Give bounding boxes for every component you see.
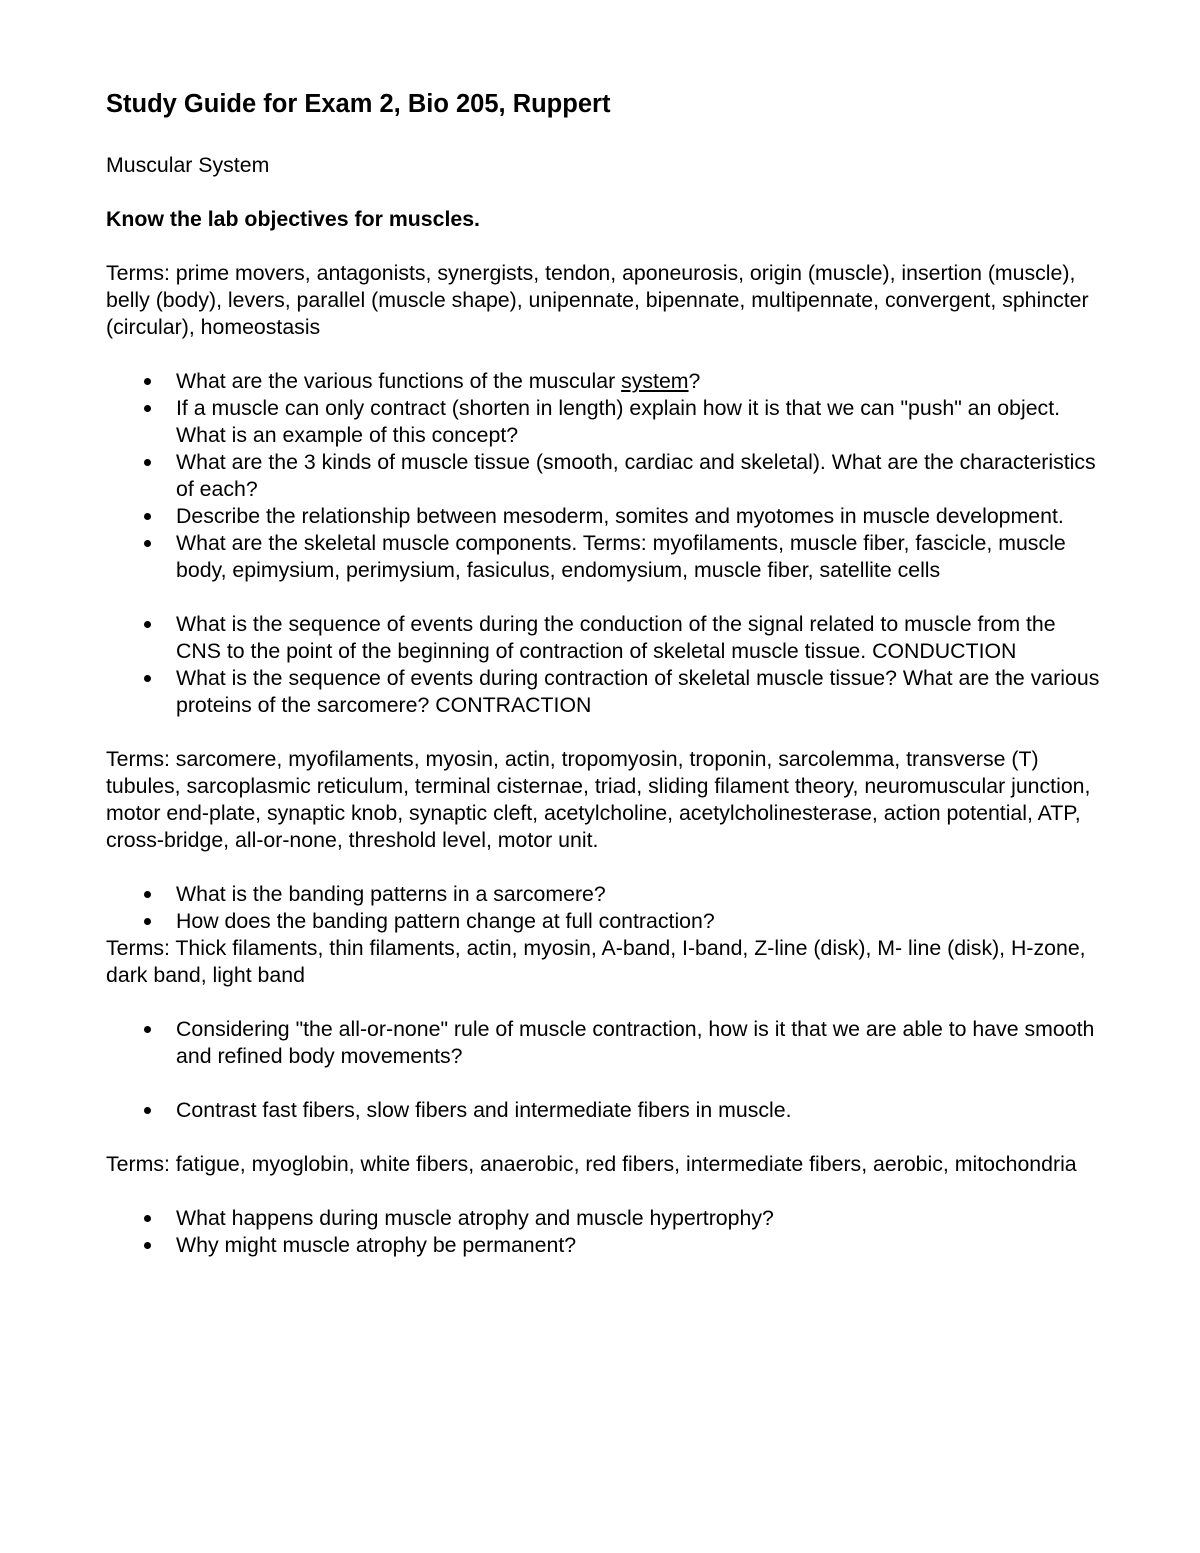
bullet-icon bbox=[144, 459, 151, 466]
list-item: What is the banding patterns in a sarcomere? bbox=[106, 881, 1106, 908]
list-item: What are the 3 kinds of muscle tissue (smooth, cardiac and skeletal). What are the characteristics of each? bbox=[106, 449, 1106, 503]
list-item: Contrast fast fibers, slow fibers and intermediate fibers in muscle. bbox=[106, 1097, 1106, 1124]
list-item: Considering "the all-or-none" rule of muscle contraction, how is it that we are able to have smooth and refined body movements? bbox=[106, 1016, 1106, 1070]
bullet-icon bbox=[144, 621, 151, 628]
bullet-icon bbox=[144, 891, 151, 898]
bullet-icon bbox=[144, 1215, 151, 1222]
list-item: How does the banding pattern change at full contraction? bbox=[106, 908, 1106, 935]
bullet-icon bbox=[144, 1107, 151, 1114]
list-item: Why might muscle atrophy be permanent? bbox=[106, 1232, 1106, 1259]
question-list-3 bbox=[106, 1016, 1106, 1124]
bullet-icon bbox=[144, 675, 151, 682]
list-item: Describe the relationship between mesoderm, somites and myotomes in muscle development. bbox=[106, 503, 1106, 530]
section-heading: Muscular System bbox=[106, 153, 270, 177]
bullet-icon bbox=[144, 540, 151, 547]
bullet-icon bbox=[144, 1026, 151, 1033]
bullet-icon bbox=[144, 405, 151, 412]
question-list-2 bbox=[106, 881, 1106, 935]
bullet-icon bbox=[144, 513, 151, 520]
underlined-word: system bbox=[621, 369, 689, 393]
terms-paragraph-1: Terms: prime movers, antagonists, synergists, tendon, aponeurosis, origin (muscle), insertion (muscle), belly (body), levers, parallel (muscle shape), unipennate, bipennate, multipennate, convergent, sphincter (circular), homeostasis bbox=[106, 261, 1089, 339]
terms-paragraph-2: Terms: sarcomere, myofilaments, myosin, actin, tropomyosin, troponin, sarcolemma, transverse (T) tubules, sarcoplasmic reticulum, terminal cisternae, triad, sliding filament theory, neuromuscular junction, motor end-plate, synaptic knob, synaptic cleft, acetylcholine, acetylcholinesterase, action potential, ATP, cross-bridge, all-or-none, threshold level, motor unit. bbox=[106, 747, 1091, 852]
list-item: What are the various functions of the muscular system? bbox=[106, 368, 1106, 395]
question-list-4 bbox=[106, 1205, 1106, 1259]
terms-paragraph-4: Terms: fatigue, myoglobin, white fibers, anaerobic, red fibers, intermediate fibers, aerobic, mitochondria bbox=[106, 1152, 1077, 1176]
bullet-icon bbox=[144, 378, 151, 385]
lab-objectives-note: Know the lab objectives for muscles. bbox=[106, 207, 480, 231]
terms-paragraph-3: Terms: Thick filaments, thin filaments, actin, myosin, A-band, I-band, Z-line (disk), M- line (disk), H-zone, dark band, light band bbox=[106, 936, 1086, 987]
document-title: Study Guide for Exam 2, Bio 205, Ruppert bbox=[106, 90, 611, 118]
list-item: What is the sequence of events during contraction of skeletal muscle tissue? What are the various proteins of the sarcomere? CONTRACTION bbox=[106, 665, 1106, 719]
list-item: If a muscle can only contract (shorten in length) explain how it is that we can "push" an object. What is an example of this concept? bbox=[106, 395, 1106, 449]
list-item: What happens during muscle atrophy and muscle hypertrophy? bbox=[106, 1205, 1106, 1232]
bullet-icon bbox=[144, 918, 151, 925]
document-page bbox=[106, 84, 1106, 1286]
list-item: What is the sequence of events during the conduction of the signal related to muscle from the CNS to the point of the beginning of contraction of skeletal muscle tissue. CONDUCTION bbox=[106, 611, 1106, 665]
bullet-icon bbox=[144, 1242, 151, 1249]
list-item: What are the skeletal muscle components. Terms: myofilaments, muscle fiber, fascicle, muscle body, epimysium, perimysium, fasiculus, endomysium, muscle fiber, satellite cells bbox=[106, 530, 1106, 584]
question-list-1 bbox=[106, 368, 1106, 719]
